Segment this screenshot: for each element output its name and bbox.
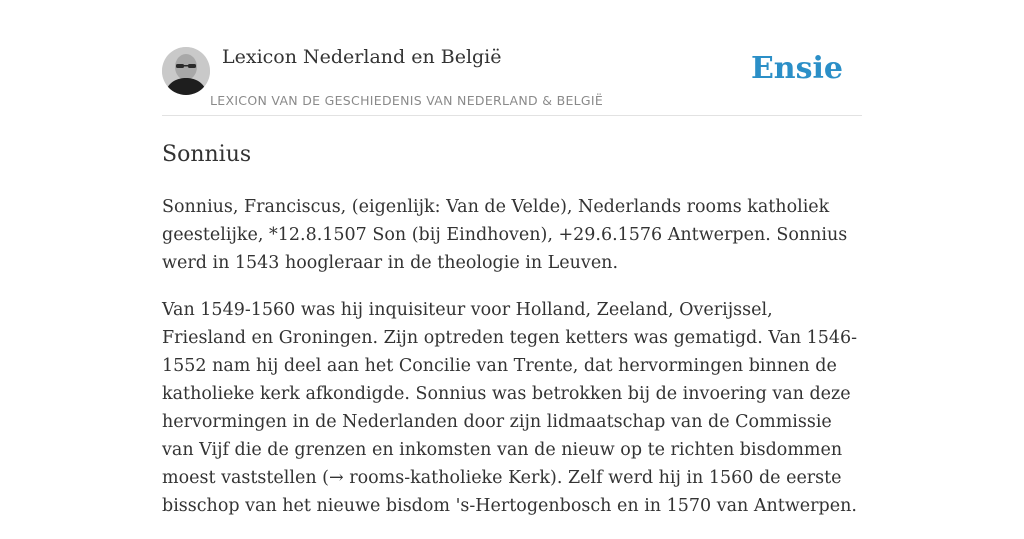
article-body	[162, 193, 862, 520]
ensie-logo[interactable]: Ensie	[750, 51, 843, 86]
site-header	[162, 0, 862, 116]
article-paragraph: Sonnius, Franciscus, (eigenlijk: Van de Velde), Nederlands rooms katholiek geestelijke, *12.8.1507 Son (bij Eindhoven), +29.6.1576 Antwerpen. Sonnius werd in 1543 hoogleraar in de theologie in Leuven.	[162, 197, 848, 273]
site-subtitle: LEXICON VAN DE GESCHIEDENIS VAN NEDERLAND & BELGIË	[210, 93, 604, 108]
article-paragraph: Van 1549-1560 was hij inquisiteur voor Holland, Zeeland, Overijssel, Friesland en Groningen. Zijn optreden tegen ketters was gematigd. Van 1546-1552 nam hij deel aan het Concilie van Trente, dat hervormingen binnen de katholieke kerk afkondigde. Sonnius was betrokken bij de invoering van deze hervormingen in de Nederlanden door zijn lidmaatschap van de Commissie van Vijf die de grenzen en inkomsten van de nieuw op te richten bisdommen moest vaststellen (→ rooms-katholieke Kerk). Zelf werd hij in 1560 de eerste bisschop van het nieuwe bisdom 's-Hertogenbosch en in 1570 van Antwerpen.	[162, 300, 858, 516]
article-title: Sonnius	[162, 142, 252, 167]
site-title[interactable]: Lexicon Nederland en België	[222, 46, 502, 68]
page	[162, 0, 862, 539]
avatar-portrait-icon	[162, 47, 210, 95]
author-avatar[interactable]	[162, 47, 210, 95]
